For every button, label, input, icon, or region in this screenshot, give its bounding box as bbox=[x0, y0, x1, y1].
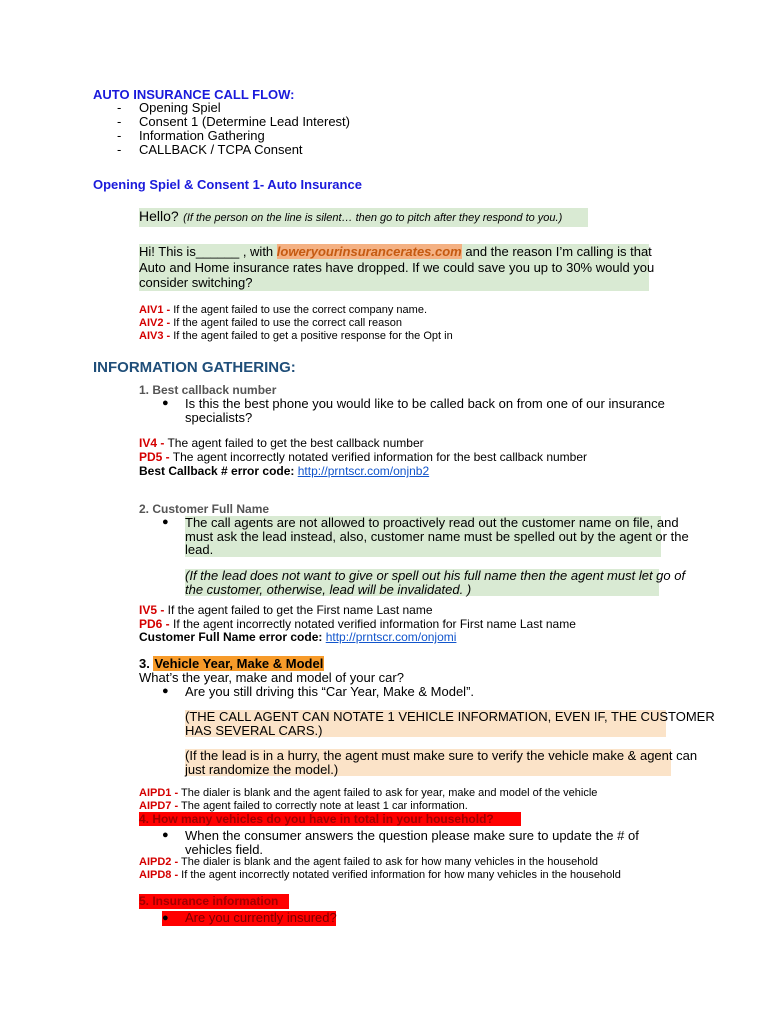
section-1-title: 1. Best callback number bbox=[139, 383, 277, 397]
section-2-bullet: The call agents are not allowed to proactively read out the customer name on file, and must ask the lead instead, also, customer name must be spelled out by the agent or the lead. bbox=[185, 515, 689, 557]
section-3-note-2: (If the lead is in a hurry, the agent must make sure to verify the vehicle make & agent can just randomize the model.) bbox=[185, 748, 698, 777]
call-flow-title: AUTO INSURANCE CALL FLOW: bbox=[93, 87, 295, 102]
error-code: IV5 - bbox=[139, 603, 165, 617]
section-5-title: 5. Insurance information bbox=[139, 894, 289, 909]
error-code: PD5 - bbox=[139, 450, 170, 464]
error-code: AIV2 - bbox=[139, 317, 171, 329]
bullet-icon: ● bbox=[162, 516, 169, 528]
section-3-title: 3. Vehicle Year, Make & Model bbox=[139, 656, 324, 671]
section-5-bullet-row bbox=[162, 911, 336, 926]
error-code: AIPD2 - bbox=[139, 856, 179, 868]
opening-error-codes: AIV1 - If the agent failed to use the correct company name. AIV2 - If the agent failed to use the correct call reason AIV3 - If the agent failed to get a positive response for the Opt in bbox=[139, 304, 453, 342]
section-3-note-1: (THE CALL AGENT CAN NOTATE 1 VEHICLE INFORMATION, EVEN IF, THE CUSTOMER HAS SEVERAL CARS.) bbox=[185, 709, 715, 738]
section-1-bullet: Is this the best phone you would like to be called back on from one of our insurance specialists? bbox=[185, 396, 665, 425]
hello-note: (If the person on the line is silent… then go to pitch after they respond to you.) bbox=[183, 212, 563, 224]
full-name-error-code-link[interactable]: http://prntscr.com/onjomi bbox=[325, 630, 457, 644]
section-2-codes: IV5 - If the agent failed to get the First name Last name PD6 - If the agent incorrectly notated verified information for First name Last name Customer Full Name error code: http://prntscr.com/onjomi bbox=[139, 603, 576, 644]
error-code: AIPD7 - bbox=[139, 800, 179, 812]
bullet-icon: ● bbox=[162, 912, 169, 924]
section-4-bullet: When the consumer answers the question please make sure to update the # of vehicles field. bbox=[185, 828, 639, 857]
error-code: AIV1 - bbox=[139, 304, 171, 316]
bullet-icon: ● bbox=[162, 685, 169, 697]
section-2-note: (If the lead does not want to give or spell out his full name then the agent must let go of the customer, otherwise, lead will be invalidated. ) bbox=[185, 568, 686, 597]
section-1-codes: IV4 - The agent failed to get the best callback number PD5 - The agent incorrectly notated verified information for the best callback number Best Callback # error code: http://prntscr.com/onjnb2 bbox=[139, 436, 588, 478]
flow-item: Opening Spiel bbox=[139, 100, 221, 115]
flow-item: Consent 1 (Determine Lead Interest) bbox=[139, 114, 350, 129]
hello-line bbox=[139, 208, 588, 227]
bullet-icon: ● bbox=[162, 397, 169, 409]
company-site: loweryourinsurancerates.com bbox=[276, 244, 462, 259]
error-code: AIPD1 - bbox=[139, 787, 179, 799]
section-4-codes: AIPD2 - The dialer is blank and the agent failed to ask for how many vehicles in the household AIPD8 - If the agent incorrectly notated verified information for how many vehicles in the household bbox=[139, 856, 621, 881]
info-gathering-title: INFORMATION GATHERING: bbox=[93, 359, 296, 376]
callback-error-code-link[interactable]: http://prntscr.com/onjnb2 bbox=[297, 464, 430, 478]
section-3-question: What’s the year, make and model of your car? bbox=[139, 670, 404, 685]
section-2-title: 2. Customer Full Name bbox=[139, 502, 270, 516]
error-code: AIPD8 - bbox=[139, 869, 179, 881]
bullet-icon: ● bbox=[162, 829, 169, 841]
hello-text: Hello? bbox=[139, 208, 179, 224]
section-3-codes: AIPD1 - The dialer is blank and the agent failed to ask for year, make and model of the vehicle AIPD7 - The agent failed to correctly note at least 1 car information. bbox=[139, 787, 598, 812]
flow-item: Information Gathering bbox=[139, 128, 265, 143]
pitch-block: Hi! This is______ , with loweryourinsurancerates.com and the reason I’m calling is that Auto and Home insurance rates have dropped. If we could save you up to 30% would you consider switching? bbox=[139, 244, 655, 290]
section-4-title: 4. How many vehicles do you have in total in your household? bbox=[139, 812, 521, 826]
flow-item: CALLBACK / TCPA Consent bbox=[139, 142, 303, 157]
error-code: AIV3 - bbox=[139, 330, 171, 342]
opening-title: Opening Spiel & Consent 1- Auto Insurance bbox=[93, 177, 362, 192]
section-3-bullet: Are you still driving this “Car Year, Make & Model”. bbox=[185, 684, 475, 699]
error-code: IV4 - bbox=[139, 436, 165, 450]
error-code: PD6 - bbox=[139, 616, 170, 631]
section-5-bullet: Are you currently insured? bbox=[185, 910, 337, 925]
